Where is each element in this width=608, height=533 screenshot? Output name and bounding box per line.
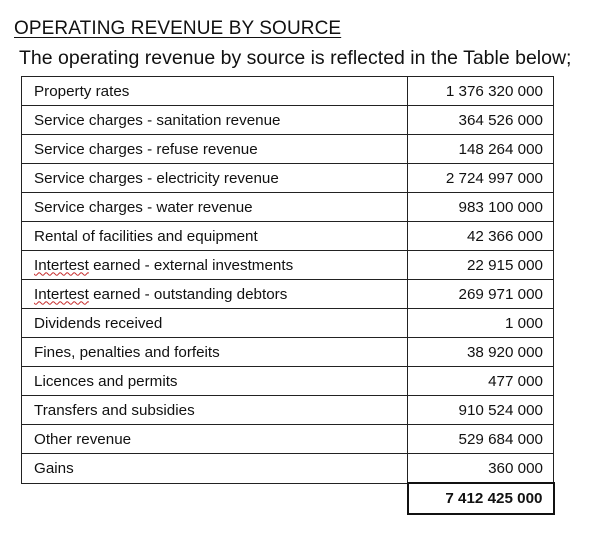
row-label: Rental of facilities and equipment: [22, 222, 408, 251]
row-label-rest: earned - external investments: [88, 256, 294, 274]
row-amount: 364 526 000: [408, 106, 554, 135]
row-amount: 42 366 000: [408, 222, 554, 251]
row-amount: 22 915 000: [408, 251, 554, 280]
row-label: Gains: [22, 454, 408, 484]
total-row: [22, 483, 554, 514]
table-row: [22, 309, 554, 338]
row-amount: 1 000: [408, 309, 554, 338]
row-label: [22, 251, 408, 280]
row-label: Service charges - water revenue: [22, 193, 408, 222]
row-label: Dividends received: [22, 309, 408, 338]
table-row: [22, 396, 554, 425]
row-label: Transfers and subsidies: [22, 396, 408, 425]
revenue-table: [21, 76, 555, 515]
row-label: Licences and permits: [22, 367, 408, 396]
total-amount: 7 412 425 000: [408, 483, 554, 514]
table-row: [22, 280, 554, 309]
table-row: [22, 193, 554, 222]
row-label: Fines, penalties and forfeits: [22, 338, 408, 367]
table-row: [22, 77, 554, 106]
table-row: [22, 222, 554, 251]
intro-text: The operating revenue by source is reflected in the Table below;: [19, 47, 572, 69]
row-label: Service charges - electricity revenue: [22, 164, 408, 193]
row-label: [22, 280, 408, 309]
table-row: [22, 164, 554, 193]
row-amount: 38 920 000: [408, 338, 554, 367]
row-label: Service charges - sanitation revenue: [22, 106, 408, 135]
misspelled-word[interactable]: Intertest: [34, 256, 89, 274]
row-amount: 2 724 997 000: [408, 164, 554, 193]
row-label: Service charges - refuse revenue: [22, 135, 408, 164]
table-row: [22, 106, 554, 135]
total-spacer: [22, 483, 408, 514]
table-row: [22, 338, 554, 367]
row-amount: 148 264 000: [408, 135, 554, 164]
row-label: Property rates: [22, 77, 408, 106]
row-amount: 360 000: [408, 454, 554, 484]
row-amount: 983 100 000: [408, 193, 554, 222]
table-row: [22, 367, 554, 396]
table-row: [22, 425, 554, 454]
row-amount: 1 376 320 000: [408, 77, 554, 106]
table-row: [22, 251, 554, 280]
row-label-rest: earned - outstanding debtors: [88, 285, 288, 303]
section-heading: OPERATING REVENUE BY SOURCE: [14, 18, 342, 39]
table-row: [22, 454, 554, 484]
row-amount: 477 000: [408, 367, 554, 396]
table-row: [22, 135, 554, 164]
row-amount: 529 684 000: [408, 425, 554, 454]
row-amount: 910 524 000: [408, 396, 554, 425]
row-amount: 269 971 000: [408, 280, 554, 309]
misspelled-word[interactable]: Intertest: [34, 285, 89, 303]
row-label: Other revenue: [22, 425, 408, 454]
